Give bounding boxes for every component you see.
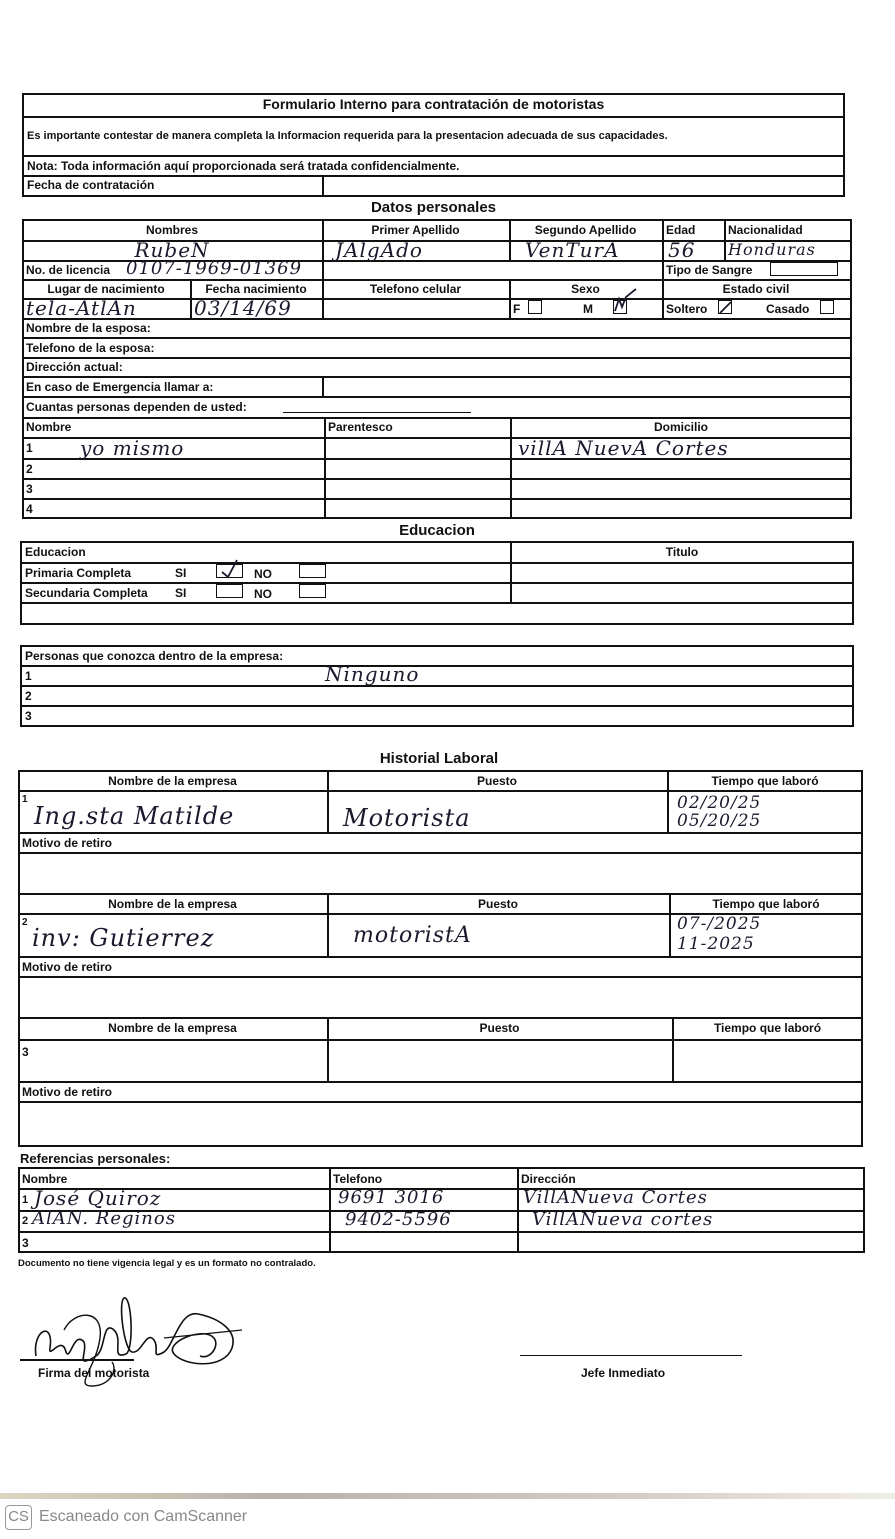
empresa-header: Nombre de la empresa <box>108 774 237 788</box>
empresa-value[interactable]: Ing.sta Matilde <box>34 802 235 830</box>
segundo-apellido-value[interactable]: VenTurA <box>525 238 620 262</box>
tipo-sangre-label: Tipo de Sangre <box>666 263 753 277</box>
primaria-label: Primaria Completa <box>25 566 132 580</box>
ref-name[interactable]: José Quiroz <box>34 1186 162 1210</box>
motivo-field[interactable] <box>22 856 858 890</box>
edad-header: Edad <box>666 223 696 237</box>
references-label: Referencias personales: <box>20 1151 171 1166</box>
check-mark-icon <box>719 301 733 315</box>
form-intro: Es importante contestar de manera completa la Informacion requerida para la presentacion adecuada de sus capacidades. <box>27 130 668 142</box>
puesto-value[interactable]: motoristA <box>353 923 472 948</box>
lugar-nacimiento-value[interactable]: tela-AtlAn <box>26 296 137 320</box>
ref-address[interactable]: VillANueva cortes <box>532 1209 714 1230</box>
dependent-name[interactable]: yo mismo <box>80 436 185 460</box>
secundaria-si-checkbox[interactable] <box>216 584 243 598</box>
education-col-label: Educacion <box>25 545 86 559</box>
disclaimer: Documento no tiene vigencia legal y es un formato no contralado. <box>18 1258 316 1269</box>
primer-apellido-header: Primer Apellido <box>371 223 460 237</box>
motivo-label: Motivo de retiro <box>22 836 113 850</box>
direccion-actual-label: Dirección actual: <box>26 360 123 374</box>
motivo-field[interactable] <box>22 980 858 1014</box>
edad-value[interactable]: 56 <box>668 238 696 262</box>
row-number: 3 <box>22 1045 29 1059</box>
hire-date-label: Fecha de contratación <box>27 178 155 192</box>
personal-section-title: Datos personales <box>370 199 497 216</box>
primaria-si-checkbox[interactable] <box>216 564 243 578</box>
puesto-header: Puesto <box>476 774 517 788</box>
row-number: 3 <box>25 709 32 723</box>
row-number: 2 <box>26 462 33 476</box>
empresa-header: Nombre de la empresa <box>108 1021 237 1035</box>
acquaintance-name[interactable]: Ninguno <box>325 662 420 686</box>
tiempo-header: Tiempo que laboró <box>712 897 820 911</box>
tiempo-end-value[interactable]: 05/20/25 <box>677 811 762 831</box>
sexo-header: Sexo <box>571 282 600 296</box>
row-number: 3 <box>22 1236 29 1250</box>
primaria-no-label: NO <box>254 567 272 581</box>
tiempo-end-value[interactable]: 11-2025 <box>677 934 755 954</box>
licencia-label: No. de licencia <box>26 263 111 277</box>
nombres-header: Nombres <box>145 223 198 237</box>
check-mark-icon <box>217 558 247 578</box>
dependents-domicilio-header: Domicilio <box>653 420 708 434</box>
ref-address[interactable]: VillANueva Cortes <box>523 1187 708 1208</box>
ref-telefono-header: Telefono <box>333 1172 383 1186</box>
check-mark-icon <box>612 293 638 315</box>
secundaria-no-checkbox[interactable] <box>299 584 326 598</box>
lugar-nacimiento-header: Lugar de nacimiento <box>47 282 165 296</box>
dependents-parentesco-header: Parentesco <box>328 420 393 434</box>
empresa-header: Nombre de la empresa <box>108 897 237 911</box>
fecha-nacimiento-header: Fecha nacimiento <box>205 282 307 296</box>
nacionalidad-header: Nacionalidad <box>728 223 803 237</box>
secundaria-label: Secundaria Completa <box>25 586 148 600</box>
emergencia-field[interactable] <box>326 379 846 395</box>
soltero-checkbox[interactable] <box>718 300 732 314</box>
motivo-field[interactable] <box>22 1105 858 1143</box>
sexo-m-label: M <box>583 302 593 316</box>
confidential-note: Nota: Toda información aquí proporcionada será tratada confidencialmente. <box>27 159 460 173</box>
nombre-esposa-label: Nombre de la esposa: <box>26 321 151 335</box>
sexo-f-checkbox[interactable] <box>528 300 542 314</box>
telefono-esposa-label: Telefono de la esposa: <box>26 341 155 355</box>
licencia-value[interactable]: 0107-1969-01369 <box>126 258 303 279</box>
dependientes-label: Cuantas personas dependen de usted: <box>26 400 247 414</box>
telefono-celular-field[interactable] <box>324 300 507 316</box>
form-title: Formulario Interno para contratación de motoristas <box>262 96 605 112</box>
titulo-header: Titulo <box>665 545 699 559</box>
puesto-header: Puesto <box>479 1021 520 1035</box>
dependientes-field[interactable] <box>283 399 471 413</box>
firma-label: Firma del motorista <box>38 1366 150 1380</box>
tiempo-header: Tiempo que laboró <box>711 774 819 788</box>
education-section-title: Educacion <box>399 522 475 539</box>
empresa-value[interactable]: inv: Gutierrez <box>32 924 215 952</box>
motivo-label: Motivo de retiro <box>22 960 113 974</box>
ref-phone[interactable]: 9402-5596 <box>345 1209 452 1230</box>
row-number: 3 <box>26 482 33 496</box>
camscanner-logo: CS <box>5 1505 32 1530</box>
motivo-label: Motivo de retiro <box>22 1085 113 1099</box>
row-number: 1 <box>22 1194 29 1206</box>
row-number: 2 <box>22 917 28 928</box>
row-number: 4 <box>26 502 33 516</box>
nombres-value[interactable]: RubeN <box>134 238 210 262</box>
primer-apellido-value[interactable]: JAlgAdo <box>335 238 423 262</box>
secundaria-no-label: NO <box>254 587 272 601</box>
dependents-nombre-header: Nombre <box>26 420 72 434</box>
ref-name[interactable]: AlAN. Reginos <box>32 1208 176 1229</box>
secundaria-si-label: SI <box>175 586 187 600</box>
camscanner-text: Escaneado con CamScanner <box>39 1508 248 1525</box>
tiempo-start-value[interactable]: 07-/2025 <box>677 914 762 934</box>
ref-direccion-header: Dirección <box>521 1172 576 1186</box>
soltero-label: Soltero <box>666 302 708 316</box>
primaria-no-checkbox[interactable] <box>299 564 326 578</box>
scan-edge <box>0 1493 895 1499</box>
fecha-nacimiento-value[interactable]: 03/14/69 <box>194 296 292 320</box>
segundo-apellido-header: Segundo Apellido <box>534 223 637 237</box>
primaria-si-label: SI <box>175 566 187 580</box>
estado-civil-header: Estado civil <box>722 282 790 296</box>
row-number: 1 <box>26 441 33 455</box>
tipo-sangre-field[interactable] <box>770 262 838 276</box>
jefe-signature-line <box>520 1355 742 1356</box>
dependent-address[interactable]: villA NuevA Cortes <box>518 436 729 460</box>
ref-nombre-header: Nombre <box>22 1172 68 1186</box>
row-number: 2 <box>22 1215 29 1227</box>
puesto-header: Puesto <box>477 897 518 911</box>
work-history-section-title: Historial Laboral <box>379 750 499 767</box>
acquaintances-label: Personas que conozca dentro de la empresa: <box>25 649 284 663</box>
jefe-label: Jefe Inmediato <box>581 1366 666 1380</box>
row-number: 2 <box>25 689 32 703</box>
row-number: 1 <box>22 794 28 805</box>
nacionalidad-value[interactable]: Honduras <box>728 240 816 259</box>
telefono-celular-header: Telefono celular <box>369 282 462 296</box>
tiempo-start-value[interactable]: 02/20/25 <box>677 793 762 813</box>
casado-checkbox[interactable] <box>820 300 834 314</box>
casado-label: Casado <box>766 302 810 316</box>
ref-phone[interactable]: 9691 3016 <box>338 1187 445 1208</box>
sexo-f-label: F <box>513 302 521 316</box>
hire-date-field[interactable] <box>326 178 841 194</box>
puesto-value[interactable]: Motorista <box>343 804 471 832</box>
emergencia-label: En caso de Emergencia llamar a: <box>26 380 214 394</box>
tiempo-header: Tiempo que laboró <box>713 1021 822 1035</box>
row-number: 1 <box>25 669 32 683</box>
sexo-m-checkbox[interactable] <box>613 300 627 314</box>
